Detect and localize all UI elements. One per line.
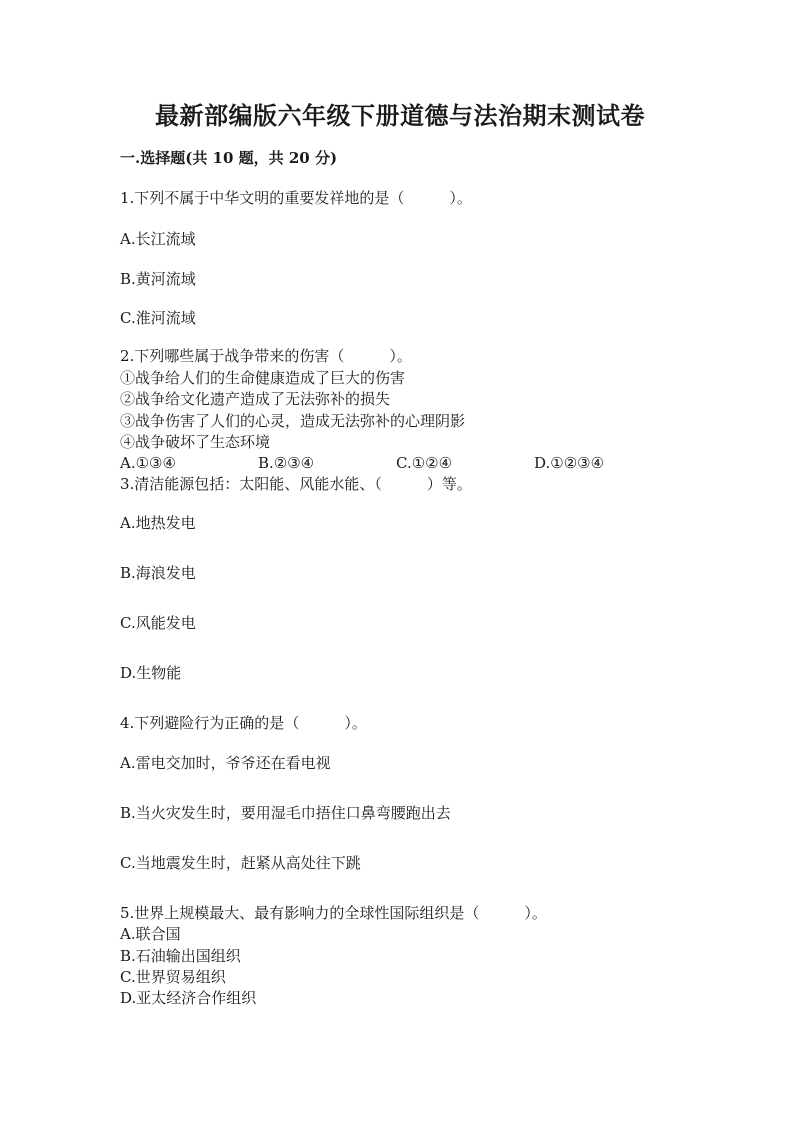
question-2-option-b: B.②③④ [258,454,315,472]
question-5-option-b: B.石油输出国组织 [120,947,241,965]
question-4-option-a: A.雷电交加时，爷爷还在看电视 [120,754,331,772]
question-2-option-a: A.①③④ [120,454,176,472]
question-1-option-c: C.淮河流域 [120,309,196,327]
question-3-option-a: A.地热发电 [120,514,196,532]
question-1-stem: 1.下列不属于中华文明的重要发祥地的是（ ）。 [120,189,472,207]
question-3-stem: 3.清洁能源包括：太阳能、风能水能、（ ）等。 [120,475,472,493]
question-2-option-d: D.①②③④ [534,454,605,472]
question-2-item-3: ③战争伤害了人们的心灵，造成无法弥补的心理阴影 [120,412,466,430]
question-4-option-c: C.当地震发生时，赶紧从高处往下跳 [120,854,361,872]
question-5-stem: 5.世界上规模最大、最有影响力的全球性国际组织是（ ）。 [120,904,547,922]
question-3-option-c: C.风能发电 [120,614,196,632]
question-5-option-c: C.世界贸易组织 [120,968,226,986]
question-5-option-d: D.亚太经济合作组织 [120,989,257,1007]
question-3-option-d: D.生物能 [120,664,182,682]
page-title: 最新部编版六年级下册道德与法治期末测试卷 [155,101,645,130]
question-2-options [120,452,680,474]
question-5-option-a: A.联合国 [120,925,181,943]
question-4-stem: 4.下列避险行为正确的是（ ）。 [120,714,367,732]
question-2-item-1: ①战争给人们的生命健康造成了巨大的伤害 [120,369,406,387]
question-2-stem: 2.下列哪些属于战争带来的伤害（ ）。 [120,347,412,365]
question-1-option-b: B.黄河流域 [120,270,196,288]
question-2-option-c: C.①②④ [396,454,453,472]
question-4-option-b: B.当火灾发生时，要用湿毛巾捂住口鼻弯腰跑出去 [120,804,451,822]
question-3-option-b: B.海浪发电 [120,564,196,582]
question-1-option-a: A.长江流域 [120,230,196,248]
question-2-item-2: ②战争给文化遗产造成了无法弥补的损失 [120,390,391,408]
question-2-item-4: ④战争破坏了生态环境 [120,433,271,451]
section-heading: 一.选择题(共 10 题，共 20 分) [120,149,338,167]
